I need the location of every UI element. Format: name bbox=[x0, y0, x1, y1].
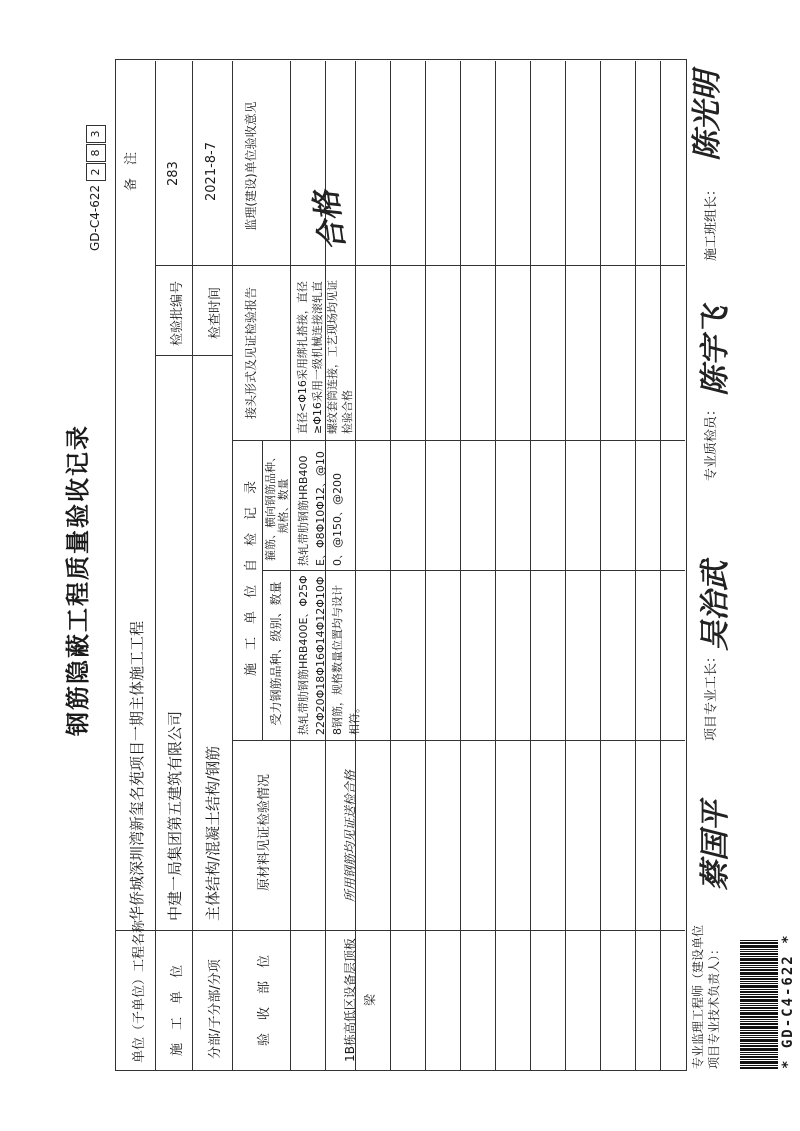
unit-project-value: 华侨城深圳湾新玺名苑项目一期主体施工工程 bbox=[128, 620, 146, 921]
barcode-graphic bbox=[740, 939, 778, 1069]
col-location: 验 收 部 位 bbox=[257, 954, 272, 1046]
row-main-rebar: 热轧带肋钢筋HRB400E、Φ25Φ22Φ20Φ18Φ16Φ14Φ12Φ10Φ8钢筋，规格数量位置均与设计相符。 bbox=[297, 575, 361, 735]
col-stirrup: 箍筋、横向钢筋品种、规格、数量 bbox=[264, 451, 290, 561]
form-code: GD-C4-622 bbox=[88, 184, 102, 251]
construction-unit-value: 中建一局集团第五建筑有限公司 bbox=[166, 710, 184, 921]
batch-no-value: 283 bbox=[166, 161, 181, 186]
pm-label: 项目专业工长： bbox=[704, 649, 719, 741]
check-date-value: 2021-8-7 bbox=[204, 141, 219, 201]
qc-signature: 陈宇飞 bbox=[698, 306, 733, 396]
team-leader-label: 施工班组长： bbox=[704, 182, 719, 261]
col-main-rebar: 受力钢筋品种、级别、数量 bbox=[269, 581, 283, 726]
code-box-1: 2 bbox=[86, 163, 106, 181]
col-supervision: 监理(建设)单位验收意见 bbox=[244, 101, 258, 231]
team-leader-signature: 陈光明 bbox=[690, 71, 725, 161]
check-date-label: 检查时间 bbox=[208, 286, 223, 339]
page-title: 钢筋隐蔽工程质量验收记录 bbox=[63, 424, 92, 736]
supervisor-label: 专业监理工程师（建设单位项目专业技术负责人）： bbox=[691, 924, 721, 1069]
row-stirrup: 热轧带肋钢筋HRB400E、Φ8Φ10Φ12、@100、@150、@200 bbox=[297, 451, 344, 566]
construction-unit-label: 施 工 单 位 bbox=[170, 964, 185, 1056]
col-material: 原材料见证检验情况 bbox=[257, 773, 272, 891]
col-self-check-group: 施 工 单 位 自 检 记 录 bbox=[244, 480, 259, 676]
col-joint: 接头形式及见证检验报告 bbox=[244, 287, 258, 420]
code-box-2: 8 bbox=[86, 144, 106, 162]
batch-no-label: 检验批编号 bbox=[170, 280, 185, 346]
subdivision-label: 分部/子分部/分项 bbox=[208, 959, 223, 1059]
subdivision-value: 主体结构/混凝土结构/钢筋 bbox=[204, 745, 222, 921]
unit-project-label: 单位（子单位）工程名称 bbox=[132, 919, 147, 1063]
qc-label: 专业质检员： bbox=[704, 402, 719, 481]
row-material: 所用钢筋均见证送检合格 bbox=[343, 770, 357, 903]
table-frame bbox=[115, 59, 687, 1071]
pm-signature: 吴治武 bbox=[698, 561, 733, 651]
code-box-3: 3 bbox=[86, 125, 106, 143]
supervision-opinion-signature: 合格 bbox=[308, 188, 352, 253]
col-remark: 备 注 bbox=[124, 151, 139, 191]
row-location: 1B栋高低区设备层顶板梁 bbox=[343, 938, 377, 1062]
barcode-text: * GD-C4-622 * bbox=[780, 933, 796, 1069]
supervisor-signature: 蔡国平 bbox=[698, 801, 733, 891]
row-joint: 直径<Φ16采用绑扎搭接，直径≥Φ16采用一级机械连接滚轧直螺纹套筒连接，工艺现场均见证检验合格 bbox=[296, 280, 354, 434]
